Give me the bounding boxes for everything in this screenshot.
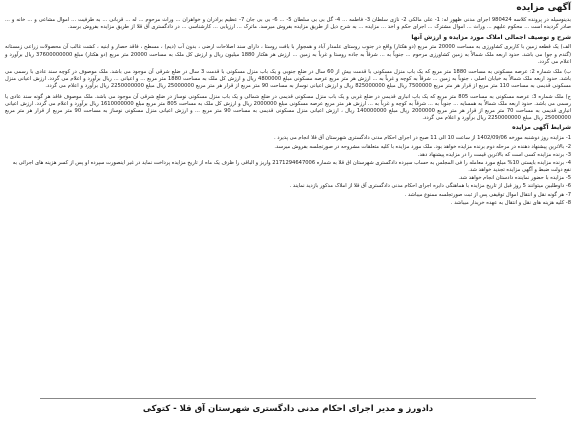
condition-item: 8- کلیه هزینه های نقل و انتقال به عهده خریدار میباشد . xyxy=(450,200,571,207)
section-heading: شرح و توصیف اجمالی املاک مورد مزایده و ارزش آنها xyxy=(411,34,571,42)
condition-item: 6- داوطلبین میتوانند 5 روز قبل از تاریخ مزایده با هماهنگی دایره اجرای احکام مدنی دادگستری آق قلا از املاک مذکور بازدید نمایند . xyxy=(289,183,571,190)
intro-paragraph: بدینوسیله در پرونده کلاسه 980424 اجرای مدنی ظهور له: 1- علی مالکی 2- نازی سلطان 3- فاطمه ... 4- گل بی بی سلطان 5- ... 6- بی بی جان 7- عظیم برادران و خواهران ... وراث مرحوم ... له ... قربانی ... به طرفیت ... اموال مشاعی و ... خانه و ... صادر گردیده است ... محکوم علیهم ... وراث ... اموال مشترک ... اجرای حکم و اخذ ... مزایده ... به شرح ذیل از طریق مزایده بفروش میرسد. ماترک ... ارزیابی ... کارشناسی ... در دادگستری آق قلا از طریق مزایده بفروش برسد. xyxy=(5,17,571,31)
conditions-list xyxy=(5,134,571,207)
page-title: آگهی مزایده xyxy=(516,3,571,13)
signature-footer: دادورز و مدیر اجرای احکام مدنی دادگستری شهرستان آق قلا - کتوکی xyxy=(142,404,434,414)
property-paragraph-1: الف) یک قطعه زمین با کاربری کشاورزی به مساحت 20000 متر مربع (دو هکتار) واقع در جنوب روستای علمدار آباد و همجوار با بافت روستا ، دارای سند اصلاحات ارضی ، بدون آب (دیم) ، مسطح ، فاقد حصار و ابنیه ، کشت غالب آن محصولات زراعی زمستانه (گندم و جو) می باشد. حدود اربعه ملک شمالاً به زمین کشاورزی مرحوم ... جنوباً به ... شرقاً به جاده روستا و غرباً به زمین ... ارزش هر هکتار 1880 میلیون ریال و ارزش کل ملک به مساحت 20000 متر مربع (دو هکتار) مبلغ 37600000000 ریال برآورد و اعلام می گردد. xyxy=(5,44,571,65)
footer-divider xyxy=(40,398,536,399)
condition-item: 7- هر گونه نقل و انتقال اموال توقیفی پس از ثبت صورتجلسه ممنوع میباشد . xyxy=(404,191,571,198)
condition-item: 3- برنده مزایده کسی است که بالاترین قیمت را در مزایده پیشنهاد دهد. xyxy=(417,152,571,159)
property-paragraph-2: ب) ملک شماره 2: عرصه مسکونی به مساحت 1880 متر مربع که یک باب منزل مسکونی با قدمت بیش از 60 سال در ضلع جنوبی و یک باب منزل مسکونی با قدمت 3 سال در ضلع شرقی آن موجود می باشد. ملک موصوف در کوچه سند عادی با رسمی می باشد. حدود اربعه ملک شمالاً به خیابان اصلی ، جنوباً به زمین ... شرقاً به کوچه و غرباً به ... ارزش هر متر مربع عرصه مسکونی مبلغ 4800000 ریال و ارزش کل ملک به مساحت 1880 متر مربع ... و اعیانی ... ریال برآورد و اعلام می گردد. ارزش اعیانی منزل مسکونی قدیمی به مساحت 110 متر مربع از قرار هر متر مربع 7500000 ریال مبلغ 825000000 ریال و ارزش اعیانی نوساز به مساحت 90 متر مربع از قرار هر متر مربع 25000000 ریال مبلغ 2250000000 ریال برآورد و اعلام می گردد. xyxy=(5,69,572,90)
condition-item: 4- برنده مزایده بایستی 10% مبلغ مورد معامله را فی المجلس به حساب سپرده دادگستری شهرستان آق قلا به شماره 2171294647006 واریز و الباقی را ظرف یک ماه از تاریخ مزایده پرداخت نماید در غیر اینصورت سپرده او پس از کسر هزینه های اجرائی به نفع دولت ضبط و آگهی مزایده تجدید خواهد شد. xyxy=(12,159,571,173)
conditions-heading: شرایط آگهی مزایده xyxy=(512,124,571,132)
property-paragraph-3: ج) ملک شماره 3: عرصه مسکونی به مساحت 805 متر مربع که یک باب انباری قدیمی در ضلع غربی و یک باب منزل مسکونی قدیمی در ضلع شمالی و یک باب منزل مسکونی نوساز در ضلع شرقی آن موجود می باشد. ملک موصوف فاقد هر گونه سند عادی یا رسمی می باشد. حدود اربعه ملک شمالاً به همسایه ... جنوباً به ... شرقاً به کوچه و غرباً به ... ارزش هر متر مربع عرصه مسکونی مبلغ 2000000 ریال و ارزش کل ملک به مساحت 805 متر مربع مبلغ 1610000000 ریال برآورد و اعلام می گردد. ارزش اعیانی انباری قدیمی به مساحت 70 متر مربع از قرار هر متر مربع 2000000 ریال مبلغ 140000000 ریال ، ارزش اعیانی منزل مسکونی قدیمی به مساحت 90 متر مربع ... و ارزش اعیانی منزل مسکونی نوساز به مساحت 90 متر مربع از قرار هر متر مربع 25000000 ریال مبلغ 2250000000 ریال برآورد و اعلام می گردد. xyxy=(5,93,572,122)
condition-item: 5- مزایده با حضور نماینده دادستان انجام خواهد شد. xyxy=(458,175,571,182)
condition-item: 2- بالاترین پیشنهاد دهنده در مرحله دوم برنده مزایده خواهد بود. ملک مورد مزایده با کلیه متعلقات مشروحه در صورتجلسه بفروش میرسد. xyxy=(274,143,571,150)
condition-item: 1- مزایده روز دوشنبه مورخه 1402/09/06 از ساعت 10 الی 11 صبح در اجرای احکام مدنی دادگستری شهرستان آق قلا انجام می پذیرد . xyxy=(273,135,571,142)
